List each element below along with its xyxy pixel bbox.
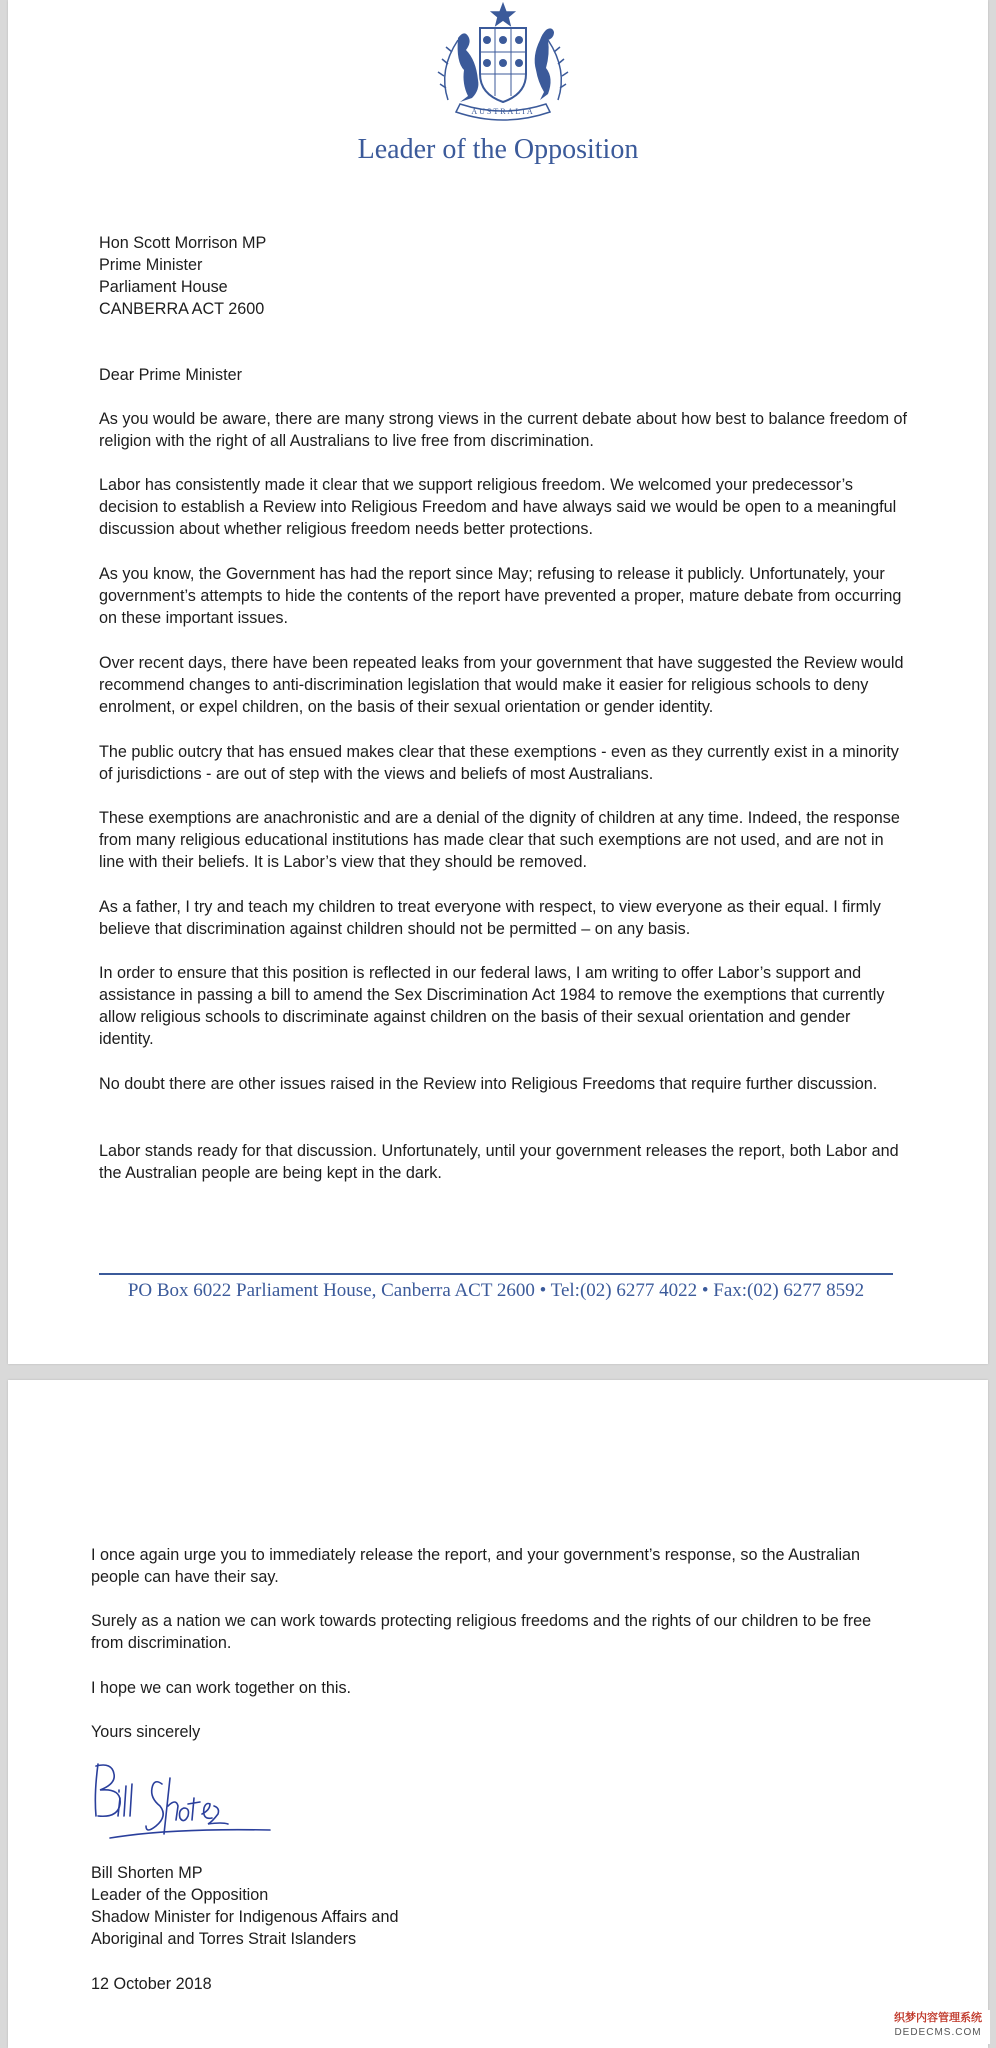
- salutation: Dear Prime Minister: [99, 366, 243, 384]
- footer-divider: [99, 1273, 893, 1275]
- body-paragraph-9: No doubt there are other issues raised in the Review into Religious Freedoms that require further discussion.: [99, 1075, 878, 1093]
- watermark-line-2: DEDECMS.COM: [894, 2027, 982, 2038]
- body-paragraph-5: The public outcry that has ensued makes clear that these exemptions - even as they currently exist in a minority of jurisdictions - are out of step with the views and beliefs of most Australians.: [99, 743, 899, 783]
- body-paragraph-6: These exemptions are anachronistic and are a denial of the dignity of children at any time. Indeed, the response from many religious educational institutions has made clear that such exemptions are not used, and are not in line with their beliefs. It is Labor’s view that they should be removed.: [99, 809, 900, 871]
- body-paragraph-13: I hope we can work together on this.: [91, 1679, 352, 1697]
- crest-motto: AUSTRALIA: [471, 107, 535, 116]
- letter-page-1: [8, 0, 988, 1364]
- signatory-portfolio-1: Shadow Minister for Indigenous Affairs and: [91, 1908, 399, 1926]
- coat-of-arms-icon: [418, 0, 588, 128]
- letter-date: 12 October 2018: [91, 1975, 212, 1993]
- signatory-portfolio-2: Aboriginal and Torres Strait Islanders: [91, 1930, 357, 1948]
- recipient-name: Hon Scott Morrison MP: [99, 234, 267, 252]
- body-paragraph-12: Surely as a nation we can work towards protecting religious freedoms and the rights of our children to be free from discrimination.: [91, 1612, 872, 1652]
- recipient-address-line: Parliament House: [99, 278, 228, 296]
- recipient-title: Prime Minister: [99, 256, 203, 274]
- signatory-title: Leader of the Opposition: [91, 1886, 269, 1904]
- body-paragraph-10: Labor stands ready for that discussion. Unfortunately, until your government releases the report, both Labor and the Australian people are being kept in the dark.: [99, 1142, 899, 1182]
- body-paragraph-2: Labor has consistently made it clear that we support religious freedom. We welcomed your predecessor’s decision to establish a Review into Religious Freedom and have always said we would be open to a meaningful discussion about whether religious freedom needs better protections.: [99, 476, 897, 538]
- body-paragraph-4: Over recent days, there have been repeated leaks from your government that have suggested the Review would recommend changes to anti-discrimination legislation that would make it easier for religious schools to deny enrolment, or expel children, on the basis of their sexual orientation or gender identity.: [99, 654, 904, 716]
- body-paragraph-1: As you would be aware, there are many strong views in the current debate about how best to balance freedom of religion with the right of all Australians to live free from discrimination.: [99, 410, 908, 450]
- body-paragraph-3: As you know, the Government has had the report since May; refusing to release it publicly. Unfortunately, your government’s attempts to hide the contents of the report have prevented a proper, mature debate from occurring on these important issues.: [99, 565, 902, 627]
- signatory-block: [91, 1862, 901, 1950]
- closing: Yours sincerely: [91, 1723, 201, 1741]
- footer-contact: PO Box 6022 Parliament House, Canberra ACT 2600 • Tel:(02) 6277 4022 • Fax:(02) 6277 8592: [127, 1280, 865, 1301]
- recipient-address: [99, 232, 909, 320]
- recipient-city: CANBERRA ACT 2600: [99, 300, 265, 318]
- body-paragraph-11: I once again urge you to immediately release the report, and your government’s response, so the Australian people can have their say.: [91, 1546, 861, 1586]
- site-watermark: [886, 2010, 990, 2044]
- signatory-name: Bill Shorten MP: [91, 1864, 203, 1882]
- body-paragraph-8: In order to ensure that this position is reflected in our federal laws, I am writing to offer Labor’s support and assistance in passing a bill to amend the Sex Discrimination Act 1984 to remove the exemptions that currently allow religious schools to discriminate against children on the basis of their sexual orientation and gender identity.: [99, 964, 885, 1048]
- body-paragraph-7: As a father, I try and teach my children to treat everyone with respect, to view everyone as their equal. I firmly believe that discrimination against children should not be permitted – on any basis.: [99, 898, 881, 938]
- handwritten-signature-icon: [90, 1758, 280, 1848]
- watermark-line-1: 织梦内容管理系统: [894, 2012, 982, 2024]
- letterhead-title: Leader of the Opposition: [357, 134, 639, 165]
